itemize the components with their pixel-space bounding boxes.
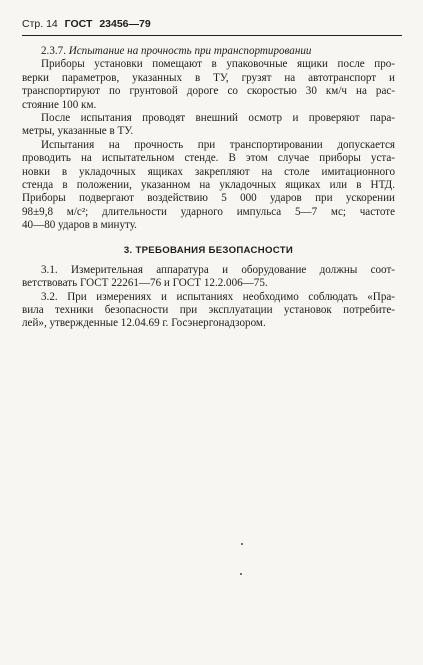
subsection-number: 2.3.7. (41, 45, 66, 57)
text-line: После испытания проводят внешний осмотр и проверяют пара- (41, 112, 395, 125)
standard-number: 23456—79 (99, 18, 151, 30)
text-line: стояние 100 км. (22, 98, 97, 111)
paragraph-packing (22, 58, 395, 112)
header-rule (22, 35, 402, 36)
scan-speck (241, 543, 243, 545)
text-line: 3.1. Измерительная аппаратура и оборудование должны соот- (41, 263, 395, 276)
paragraph-inspection (22, 112, 395, 139)
text-line: транспортируют по грунтовой дороге со скоростью 30 км/ч на рас- (22, 85, 395, 98)
section-title: 3. ТРЕБОВАНИЯ БЕЗОПАСНОСТИ (123, 244, 294, 256)
text-line: новки в укладочных ящиках закрепляют на столе имитационного (22, 165, 395, 178)
text-line: вила техники безопасности при эксплуатации установок потребите- (22, 303, 395, 316)
page-number: Стр. 14 (22, 18, 58, 30)
subsection-heading (22, 45, 395, 58)
text-line: Приборы подвергают воздействию 5 000 ударов при ускорении (22, 192, 395, 205)
page-header (22, 18, 402, 31)
text-line: Испытания на прочность при транспортировании допускается (41, 138, 395, 151)
paragraph-test-stand (22, 139, 395, 233)
text-line: 3.2. При измерениях и испытаниях необходимо соблюдать «Пра- (41, 290, 395, 303)
standard-label: ГОСТ (64, 18, 93, 30)
text-line: 98±9,8 м/с²; длительности ударного импульса 5—7 мс; частоте (22, 205, 395, 218)
scan-speck (240, 573, 242, 575)
text-line: 40—80 ударов в минуту. (22, 219, 137, 232)
text-line: проводить на испытательном стенде. В этом случае приборы уста- (22, 152, 395, 165)
text-line: ветствовать ГОСТ 22261—76 и ГОСТ 12.2.006—75. (22, 277, 268, 290)
text-line: стенда в положении, указанном на укладочных ящиках или в НТД. (22, 179, 395, 192)
text-line: верки параметров, указанных в ТУ, грузят на автотранспорт и (22, 71, 395, 84)
text-line: Приборы установки помещают в упаковочные ящики после про- (41, 58, 395, 71)
text-line: метры, указанные в ТУ. (22, 125, 134, 138)
paragraph-3-1 (22, 264, 395, 291)
paragraph-3-2 (22, 291, 395, 331)
text-line: лей», утвержденные 12.04.69 г. Госэнергонадзором. (22, 317, 266, 330)
document-body (22, 45, 395, 331)
subsection-title: Испытание на прочность при транспортировании (68, 45, 312, 57)
